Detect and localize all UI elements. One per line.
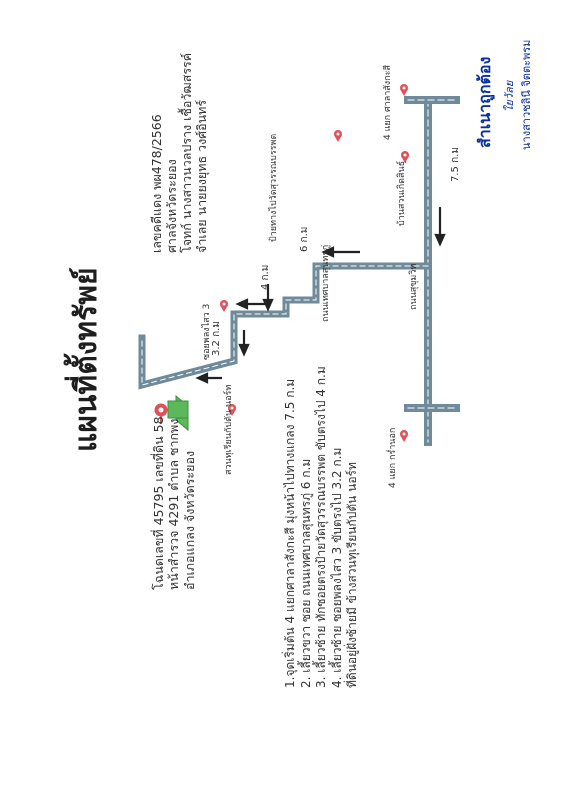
arrow-1 [436,207,444,244]
label-sunthon-road: ถนนเทศบาลสุนทรภู่ [321,244,331,322]
direction-step-4: 4. เลี้ยวซ้าย ซอยพลงไสว 3 ขับตรงไป 3.2 ก.ม [330,447,344,688]
direction-step-3: 3. เลี้ยวซ้าย ทักซอยตรงป้ายวัดสุวรรณบรรพต ขับตรงไป 4 ก.ม [314,366,328,688]
label-temple: ป้ายทางไปวัดสุวรรณบรรพต [269,133,279,242]
route-road [142,263,428,385]
certified-stamp: สำเนาถูกต้อง [475,56,494,148]
label-sala-junction: 4 แยก ศาลาสังกะสี [383,65,393,140]
plaintiff: โจทก์ นางสาวนวลปราง เชื้อวัฒสรรค์ [179,52,194,253]
pin-kramnan-icon [400,430,408,442]
label-kramnan-junction: 4 แยก กร่ำนอก [388,427,398,488]
label-durian: สวนทุเรียนกัปตัน นอร์ท [224,384,234,475]
arrow-4 [238,300,266,308]
label-soi: ซอยพลงไสว 3 [202,303,212,360]
signature: ใยวัลย [503,80,516,112]
defendant: จำเลย นายยงยุทธ วงศ์อินทร์ [194,99,209,253]
direction-step-1: 1.จุดเริ่มต้น 4 แยกศาลาสังกะสี มุ่งหน้าไปทางแกลง 7.5 ก.ม [283,378,297,688]
page-title: แผนที่ตั้งทรัพย์ [69,267,104,452]
certifier-name: นางสาวชลินี จิตตะพรม [520,39,533,150]
property-deed: โฉนดเลขที่ 45795 เลขที่ดิน 58 [151,416,166,590]
case-number: เลขคดีแดง พผ478/2566 [149,114,164,253]
pin-soi-icon [220,300,228,312]
distance-1: 7.5 ก.ม [450,147,461,182]
arrow-5 [240,330,248,354]
distance-3: 4 ก.ม [260,264,271,290]
distance-2: 6 ก.ม [299,226,310,252]
pin-temple-icon [334,130,342,142]
property-district: อำเภอแกลง จังหวัดระยอง [182,450,197,590]
arrow-6 [198,374,222,382]
court-name: ศาลจังหวัดระยอง [164,159,179,253]
label-school: บ้านสวนเกิดสินธุ์ [397,160,407,226]
property-survey: หน้าสำรวจ 4291 ตำบล ชากพง [166,418,181,590]
distance-4: 3.2 ก.ม [211,321,222,356]
label-sukhumvit: ถนนสุขุมวิท [409,263,419,310]
direction-step-2: 2. เลี้ยวขวา ซอย ถนนเทศบาลสุนทรภู่ 6 ก.ม [299,458,313,688]
pin-sala-junction-icon [400,84,408,96]
direction-note: ที่ดินอยู่ฝั่งซ้ายมี ข้างสวนทุเรียนกัปตัน นอร์ท [345,462,359,688]
